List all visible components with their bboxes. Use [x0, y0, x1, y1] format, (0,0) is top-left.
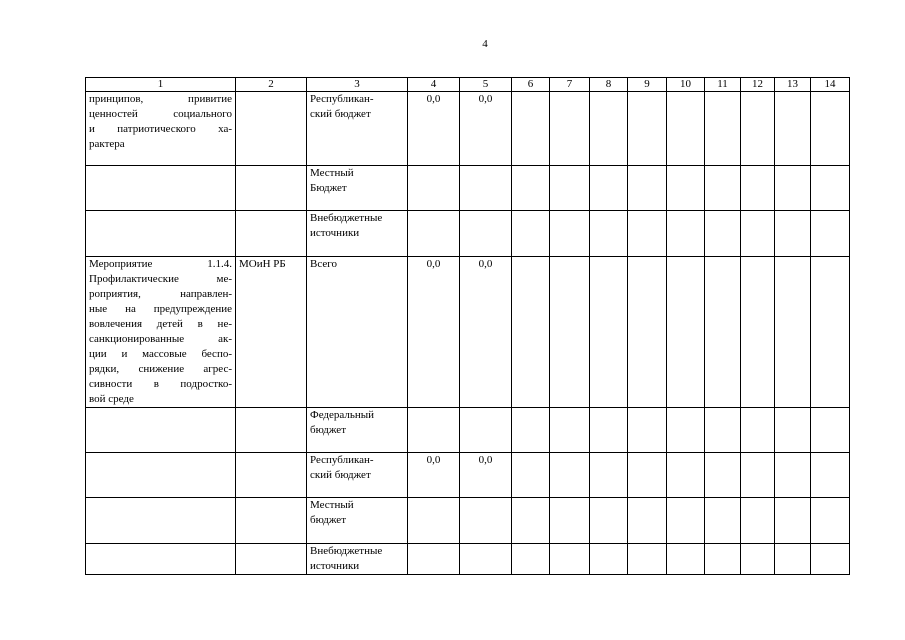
empty-cell [628, 211, 667, 257]
empty-cell [705, 498, 741, 544]
table-header-row [86, 78, 850, 92]
empty-cell [667, 498, 705, 544]
empty-cell [705, 92, 741, 166]
funding-source-line: Республикан- [310, 454, 374, 466]
empty-cell [811, 166, 850, 211]
empty-cell [705, 544, 741, 575]
executor-cell [236, 408, 307, 453]
column-header: 14 [811, 78, 850, 92]
empty-cell [550, 92, 590, 166]
empty-cell [550, 544, 590, 575]
value-cell [460, 544, 512, 575]
empty-cell [741, 166, 775, 211]
empty-cell [741, 544, 775, 575]
activity-text-line: ные на предупреждение [89, 303, 232, 315]
table-row [86, 453, 850, 498]
empty-cell [705, 408, 741, 453]
empty-cell [512, 257, 550, 408]
empty-cell [512, 453, 550, 498]
value-cell: 0,0 [408, 257, 460, 408]
funding-source-line: Всего [310, 258, 337, 270]
table-row [86, 544, 850, 575]
empty-cell [741, 257, 775, 408]
empty-cell [741, 211, 775, 257]
empty-cell [741, 453, 775, 498]
empty-cell [811, 211, 850, 257]
empty-cell [775, 498, 811, 544]
empty-cell [628, 166, 667, 211]
empty-cell [590, 211, 628, 257]
executor-cell [236, 92, 307, 166]
executor-cell [236, 211, 307, 257]
empty-cell [512, 211, 550, 257]
value-cell: 0,0 [460, 453, 512, 498]
empty-cell [811, 92, 850, 166]
funding-source-line: источники [310, 560, 360, 572]
empty-cell [667, 92, 705, 166]
activity-cell [86, 211, 236, 257]
empty-cell [667, 544, 705, 575]
funding-source-cell [307, 257, 408, 408]
empty-cell [550, 453, 590, 498]
empty-cell [590, 166, 628, 211]
table-row [86, 408, 850, 453]
value-cell [408, 166, 460, 211]
empty-cell [590, 92, 628, 166]
funding-source-cell [307, 211, 408, 257]
empty-cell [667, 408, 705, 453]
empty-cell [811, 408, 850, 453]
activity-text-line: рядки, снижение агрес- [89, 363, 232, 375]
empty-cell [628, 498, 667, 544]
empty-cell [512, 498, 550, 544]
empty-cell [550, 257, 590, 408]
column-header: 10 [667, 78, 705, 92]
table-row [86, 257, 850, 408]
value-cell: 0,0 [408, 453, 460, 498]
column-header: 6 [512, 78, 550, 92]
activity-text-line: вой среде [89, 393, 134, 405]
activity-text-line: сивности в подростко- [89, 378, 232, 390]
empty-cell [512, 166, 550, 211]
activity-cell [86, 92, 236, 166]
empty-cell [512, 92, 550, 166]
activity-text-line: ции и массовые беспо- [89, 348, 232, 360]
empty-cell [628, 408, 667, 453]
funding-source-cell [307, 453, 408, 498]
budget-table [85, 77, 850, 575]
activity-cell [86, 408, 236, 453]
funding-source-line: Федеральный [310, 409, 375, 421]
value-cell [408, 408, 460, 453]
funding-source-cell [307, 408, 408, 453]
empty-cell [550, 498, 590, 544]
value-cell: 0,0 [460, 257, 512, 408]
empty-cell [628, 453, 667, 498]
empty-cell [811, 498, 850, 544]
empty-cell [550, 211, 590, 257]
value-cell [408, 211, 460, 257]
funding-source-line: ский бюджет [310, 469, 371, 481]
column-header: 4 [408, 78, 460, 92]
executor-cell [236, 166, 307, 211]
empty-cell [741, 498, 775, 544]
funding-source-line: источники [310, 227, 360, 239]
value-cell [460, 408, 512, 453]
empty-cell [512, 408, 550, 453]
empty-cell [550, 166, 590, 211]
value-cell [460, 498, 512, 544]
funding-source-cell [307, 92, 408, 166]
empty-cell [667, 211, 705, 257]
empty-cell [628, 544, 667, 575]
column-header: 2 [236, 78, 307, 92]
activity-text-line: Мероприятие 1.1.4. [89, 258, 232, 270]
empty-cell [667, 166, 705, 211]
column-header: 1 [86, 78, 236, 92]
funding-source-line: Бюджет [310, 182, 347, 194]
table-row [86, 166, 850, 211]
empty-cell [705, 453, 741, 498]
empty-cell [590, 257, 628, 408]
empty-cell [705, 257, 741, 408]
value-cell [408, 544, 460, 575]
funding-source-cell [307, 544, 408, 575]
funding-source-line: бюджет [310, 514, 346, 526]
activity-text-line: санкционированные ак- [89, 333, 232, 345]
empty-cell [628, 92, 667, 166]
activity-text-line: рактера [89, 138, 125, 150]
empty-cell [811, 453, 850, 498]
value-cell [460, 166, 512, 211]
empty-cell [628, 257, 667, 408]
column-header: 11 [705, 78, 741, 92]
empty-cell [590, 453, 628, 498]
funding-source-line: Местный [310, 499, 354, 511]
value-cell: 0,0 [460, 92, 512, 166]
empty-cell [667, 453, 705, 498]
empty-cell [775, 408, 811, 453]
empty-cell [590, 498, 628, 544]
executor-cell [236, 544, 307, 575]
column-header: 13 [775, 78, 811, 92]
activity-cell [86, 257, 236, 408]
activity-text-line: роприятия, направлен- [89, 288, 232, 300]
activity-cell [86, 166, 236, 211]
empty-cell [590, 544, 628, 575]
empty-cell [811, 257, 850, 408]
activity-text-line: принципов, привитие [89, 93, 232, 105]
empty-cell [811, 544, 850, 575]
empty-cell [667, 257, 705, 408]
empty-cell [741, 92, 775, 166]
activity-cell [86, 544, 236, 575]
empty-cell [705, 211, 741, 257]
empty-cell [512, 544, 550, 575]
table-row [86, 92, 850, 166]
funding-source-line: Местный [310, 167, 354, 179]
table-row [86, 498, 850, 544]
column-header: 3 [307, 78, 408, 92]
executor-cell: МОиН РБ [236, 257, 307, 408]
activity-text-line: ценностей социального [89, 108, 232, 120]
empty-cell [775, 544, 811, 575]
empty-cell [775, 166, 811, 211]
table-row [86, 211, 850, 257]
funding-source-cell [307, 498, 408, 544]
funding-source-line: бюджет [310, 424, 346, 436]
value-cell [408, 498, 460, 544]
funding-source-line: Республикан- [310, 93, 374, 105]
page-number: 4 [482, 38, 488, 50]
funding-source-line: ский бюджет [310, 108, 371, 120]
column-header: 7 [550, 78, 590, 92]
empty-cell [775, 211, 811, 257]
empty-cell [775, 92, 811, 166]
activity-cell [86, 453, 236, 498]
executor-cell [236, 498, 307, 544]
empty-cell [590, 408, 628, 453]
empty-cell [741, 408, 775, 453]
column-header: 5 [460, 78, 512, 92]
empty-cell [550, 408, 590, 453]
funding-source-line: Внебюджетные [310, 212, 383, 224]
column-header: 12 [741, 78, 775, 92]
empty-cell [775, 453, 811, 498]
empty-cell [705, 166, 741, 211]
empty-cell [775, 257, 811, 408]
activity-text-line: и патриотического ха- [89, 123, 232, 135]
executor-cell [236, 453, 307, 498]
activity-cell [86, 498, 236, 544]
funding-source-line: Внебюджетные [310, 545, 383, 557]
activity-text-line: вовлечения детей в не- [89, 318, 232, 330]
value-cell [460, 211, 512, 257]
column-header: 8 [590, 78, 628, 92]
funding-source-cell [307, 166, 408, 211]
activity-text-line: Профилактические ме- [89, 273, 232, 285]
value-cell: 0,0 [408, 92, 460, 166]
column-header: 9 [628, 78, 667, 92]
